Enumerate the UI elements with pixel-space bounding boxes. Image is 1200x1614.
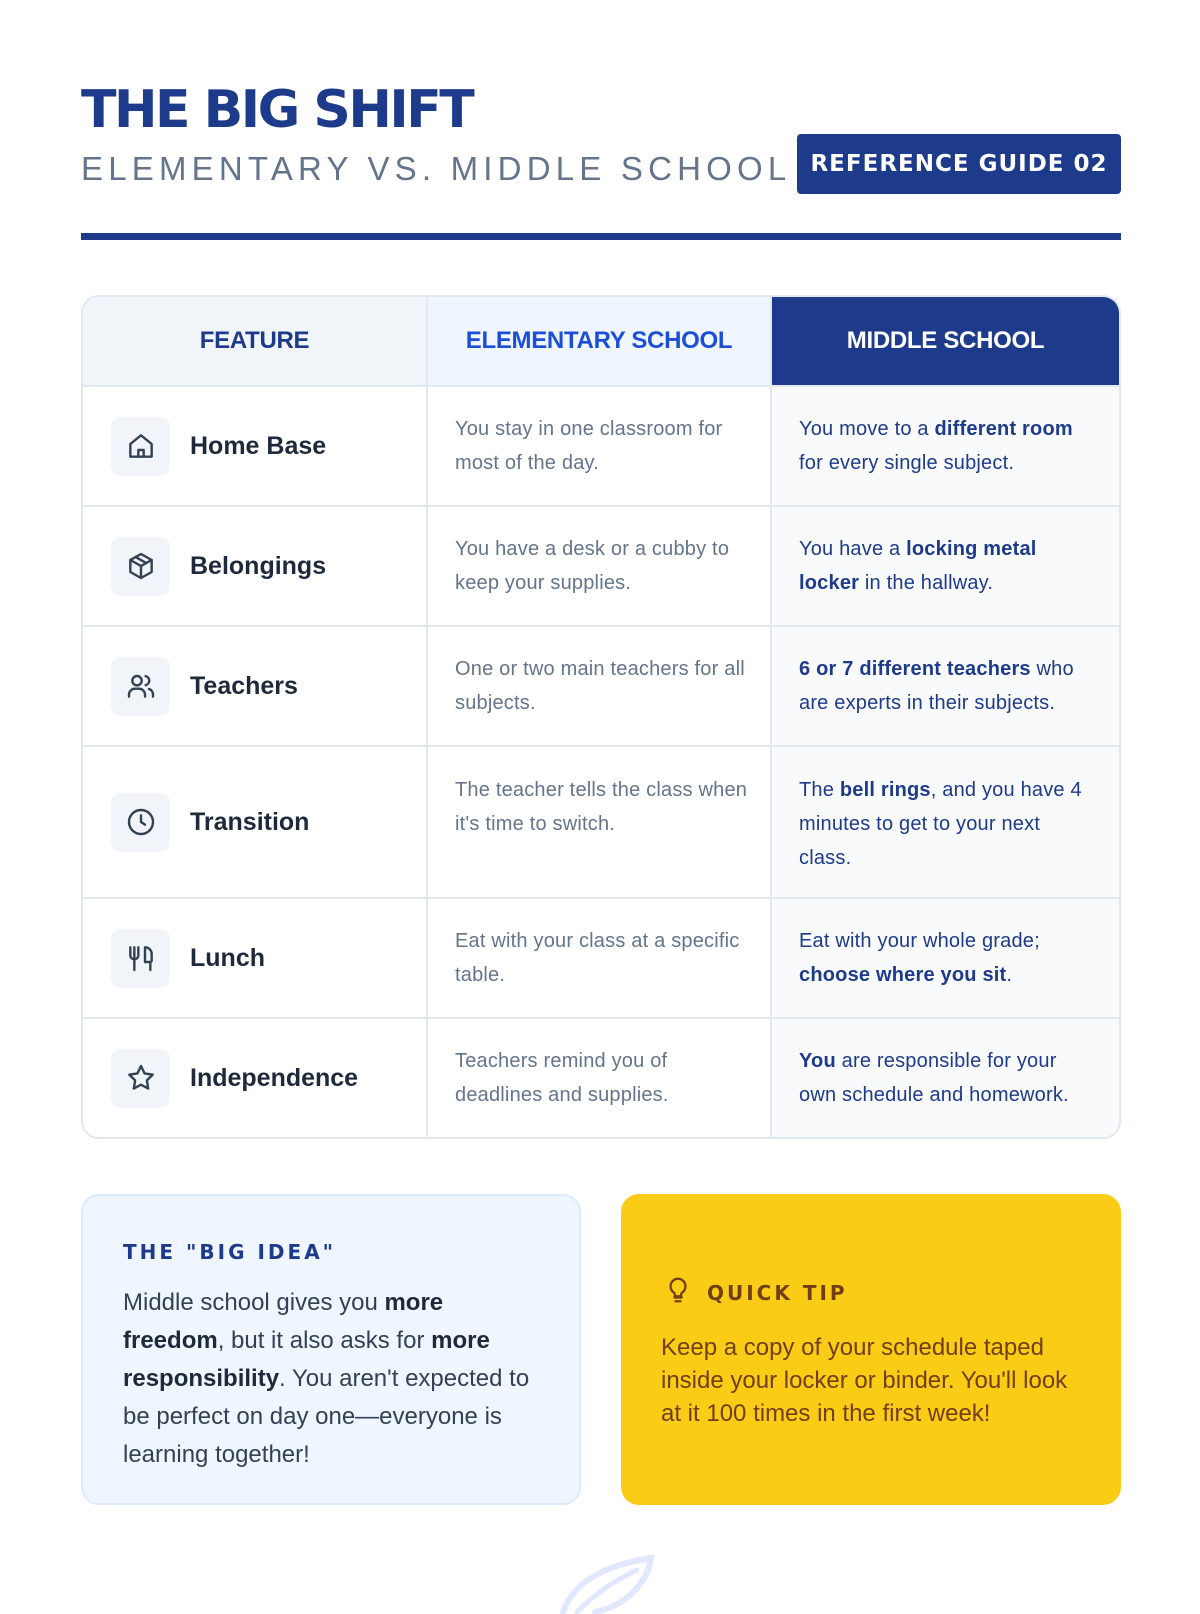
middle-cell: You move to a different room for every single subject. bbox=[772, 387, 1119, 505]
feature-cell bbox=[83, 1019, 428, 1137]
quick-tip-title: QUICK TIP bbox=[707, 1280, 848, 1305]
feature-cell bbox=[83, 507, 428, 625]
middle-cell: Eat with your whole grade; choose where you sit. bbox=[772, 899, 1119, 1017]
table-header-row bbox=[83, 297, 1119, 385]
middle-cell: You are responsible for your own schedule and homework. bbox=[772, 1019, 1119, 1137]
emphasis-text: different room bbox=[934, 418, 1073, 440]
column-header-middle: MIDDLE SCHOOL bbox=[772, 297, 1119, 385]
home-icon bbox=[111, 417, 170, 476]
box-icon bbox=[111, 537, 170, 596]
page-title: THE BIG SHIFT bbox=[81, 80, 473, 140]
users-icon bbox=[111, 657, 170, 716]
table-row bbox=[83, 505, 1119, 625]
feature-label: Teachers bbox=[190, 671, 298, 700]
quick-tip-body: Keep a copy of your schedule taped inside your locker or binder. You'll look at it 100 times in the first week! bbox=[661, 1334, 1068, 1427]
emphasis-text: bell rings bbox=[839, 779, 931, 801]
feature-cell bbox=[83, 627, 428, 745]
elementary-cell: Teachers remind you of deadlines and supplies. bbox=[428, 1019, 772, 1137]
header bbox=[81, 0, 1121, 242]
table-row bbox=[83, 1017, 1119, 1137]
middle-cell: 6 or 7 different teachers who are experts in their subjects. bbox=[772, 627, 1119, 745]
table-row bbox=[83, 385, 1119, 505]
feature-cell bbox=[83, 747, 428, 897]
column-header-feature: FEATURE bbox=[83, 297, 428, 385]
feature-label: Transition bbox=[190, 807, 310, 836]
big-idea-body: Middle school gives you more freedom, but it also asks for more responsibility. You aren't expected to be perfect on day one—everyone is learning together! bbox=[123, 1289, 530, 1468]
elementary-cell: You stay in one classroom for most of the day. bbox=[428, 387, 772, 505]
star-icon bbox=[111, 1049, 170, 1108]
elementary-cell: You have a desk or a cubby to keep your supplies. bbox=[428, 507, 772, 625]
comparison-table bbox=[81, 295, 1121, 1139]
emphasis-text: You bbox=[799, 1050, 836, 1072]
reference-guide-badge: REFERENCE GUIDE 02 bbox=[797, 134, 1121, 194]
elementary-cell: Eat with your class at a specific table. bbox=[428, 899, 772, 1017]
middle-cell: The bell rings, and you have 4 minutes to get to your next class. bbox=[772, 747, 1119, 897]
table-row bbox=[83, 745, 1119, 897]
column-header-elementary: ELEMENTARY SCHOOL bbox=[428, 297, 772, 385]
page-subtitle: ELEMENTARY VS. MIDDLE SCHOOL bbox=[81, 150, 792, 187]
table-row bbox=[83, 625, 1119, 745]
elementary-cell: The teacher tells the class when it's time to switch. bbox=[428, 747, 772, 897]
emphasis-text: more responsibility bbox=[123, 1327, 490, 1392]
emphasis-text: choose where you sit bbox=[799, 964, 1007, 986]
big-idea-card bbox=[81, 1194, 581, 1505]
feature-cell bbox=[83, 899, 428, 1017]
elementary-cell: One or two main teachers for all subjects. bbox=[428, 627, 772, 745]
feature-cell bbox=[83, 387, 428, 505]
emphasis-text: 6 or 7 different teachers bbox=[799, 658, 1031, 680]
leaf-decoration bbox=[555, 1554, 655, 1614]
lightbulb-icon bbox=[663, 1274, 693, 1311]
feature-label: Belongings bbox=[190, 551, 327, 580]
table-row bbox=[83, 897, 1119, 1017]
emphasis-text: more freedom bbox=[123, 1289, 444, 1354]
feature-label: Home Base bbox=[190, 431, 327, 460]
big-idea-title: THE "BIG IDEA" bbox=[123, 1240, 337, 1264]
emphasis-text: locking metal locker bbox=[799, 538, 1037, 594]
reference-guide-page bbox=[81, 0, 1121, 1468]
utensils-icon bbox=[111, 929, 170, 988]
middle-cell: You have a locking metal locker in the hallway. bbox=[772, 507, 1119, 625]
feature-label: Independence bbox=[190, 1063, 359, 1092]
quick-tip-card bbox=[621, 1194, 1121, 1505]
feature-label: Lunch bbox=[190, 943, 265, 972]
clock-icon bbox=[111, 793, 170, 852]
quick-tip-header bbox=[663, 1274, 1083, 1311]
header-divider bbox=[81, 233, 1121, 240]
